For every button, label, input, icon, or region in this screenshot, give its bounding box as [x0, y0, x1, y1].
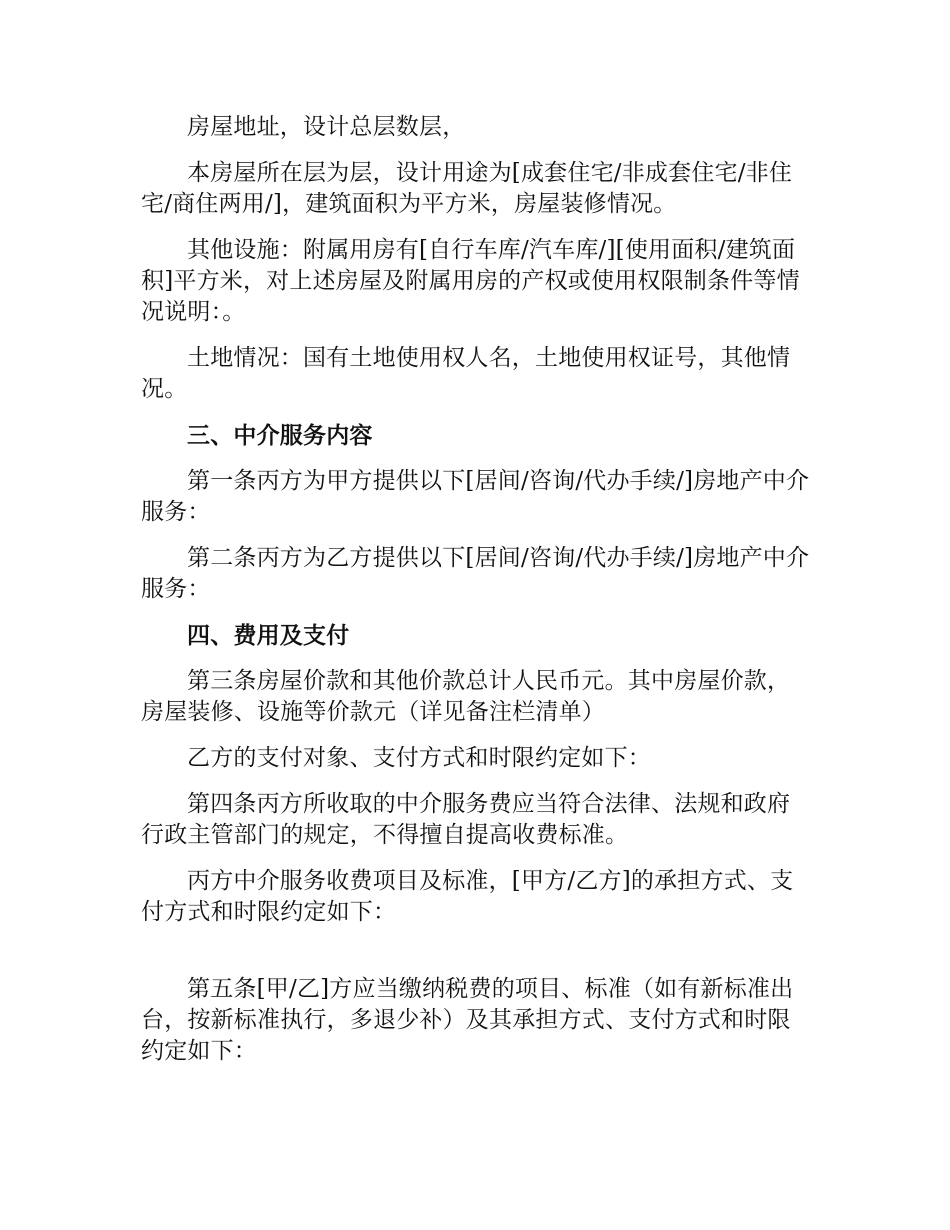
section-heading-fees-payment: 四、费用及支付: [187, 622, 350, 649]
paragraph-payment-terms: 乙方的支付对象、支付方式和时限约定如下：: [187, 745, 651, 771]
section-heading-agency-services: 三、中介服务内容: [187, 422, 373, 449]
paragraph-floor-usage: 本房屋所在层为层，设计用途为[成套住宅/非成套住宅/非住宅/商住两用/]，建筑面积为平方米，房屋装修情况。: [141, 160, 793, 217]
paragraph-house-address: 房屋地址，设计总层数层，: [187, 114, 466, 140]
article-3: 第三条房屋价款和其他价款总计人民币元。其中房屋价款，房屋装修、设施等价款元（详见备注栏清单）: [141, 668, 791, 725]
article-5: 第五条[甲/乙]方应当缴纳税费的项目、标准（如有新标准出台，按新标准执行，多退少补）及其承担方式、支付方式和时限约定如下：: [141, 976, 794, 1064]
article-1: 第一条丙方为甲方提供以下[居间/咨询/代办手续/]房地产中介服务：: [141, 468, 810, 525]
paragraph-service-fees: 丙方中介服务收费项目及标准，[甲方/乙方]的承担方式、支付方式和时限约定如下：: [141, 868, 794, 925]
document-page: [141, 112, 813, 1067]
article-4: 第四条丙方所收取的中介服务费应当符合法律、法规和政府行政主管部门的规定，不得擅自提高收费标准。: [141, 791, 791, 848]
blank-space: [141, 928, 813, 974]
article-2: 第二条丙方为乙方提供以下[居间/咨询/代办手续/]房地产中介服务：: [141, 545, 810, 602]
paragraph-other-facilities: 其他设施：附属用房有[自行车库/汽车库/][使用面积/建筑面积]平方米，对上述房屋及附属用房的产权或使用权限制条件等情况说明：。: [141, 237, 800, 325]
paragraph-land-info: 土地情况：国有土地使用权人名，土地使用权证号，其他情况。: [141, 345, 791, 402]
